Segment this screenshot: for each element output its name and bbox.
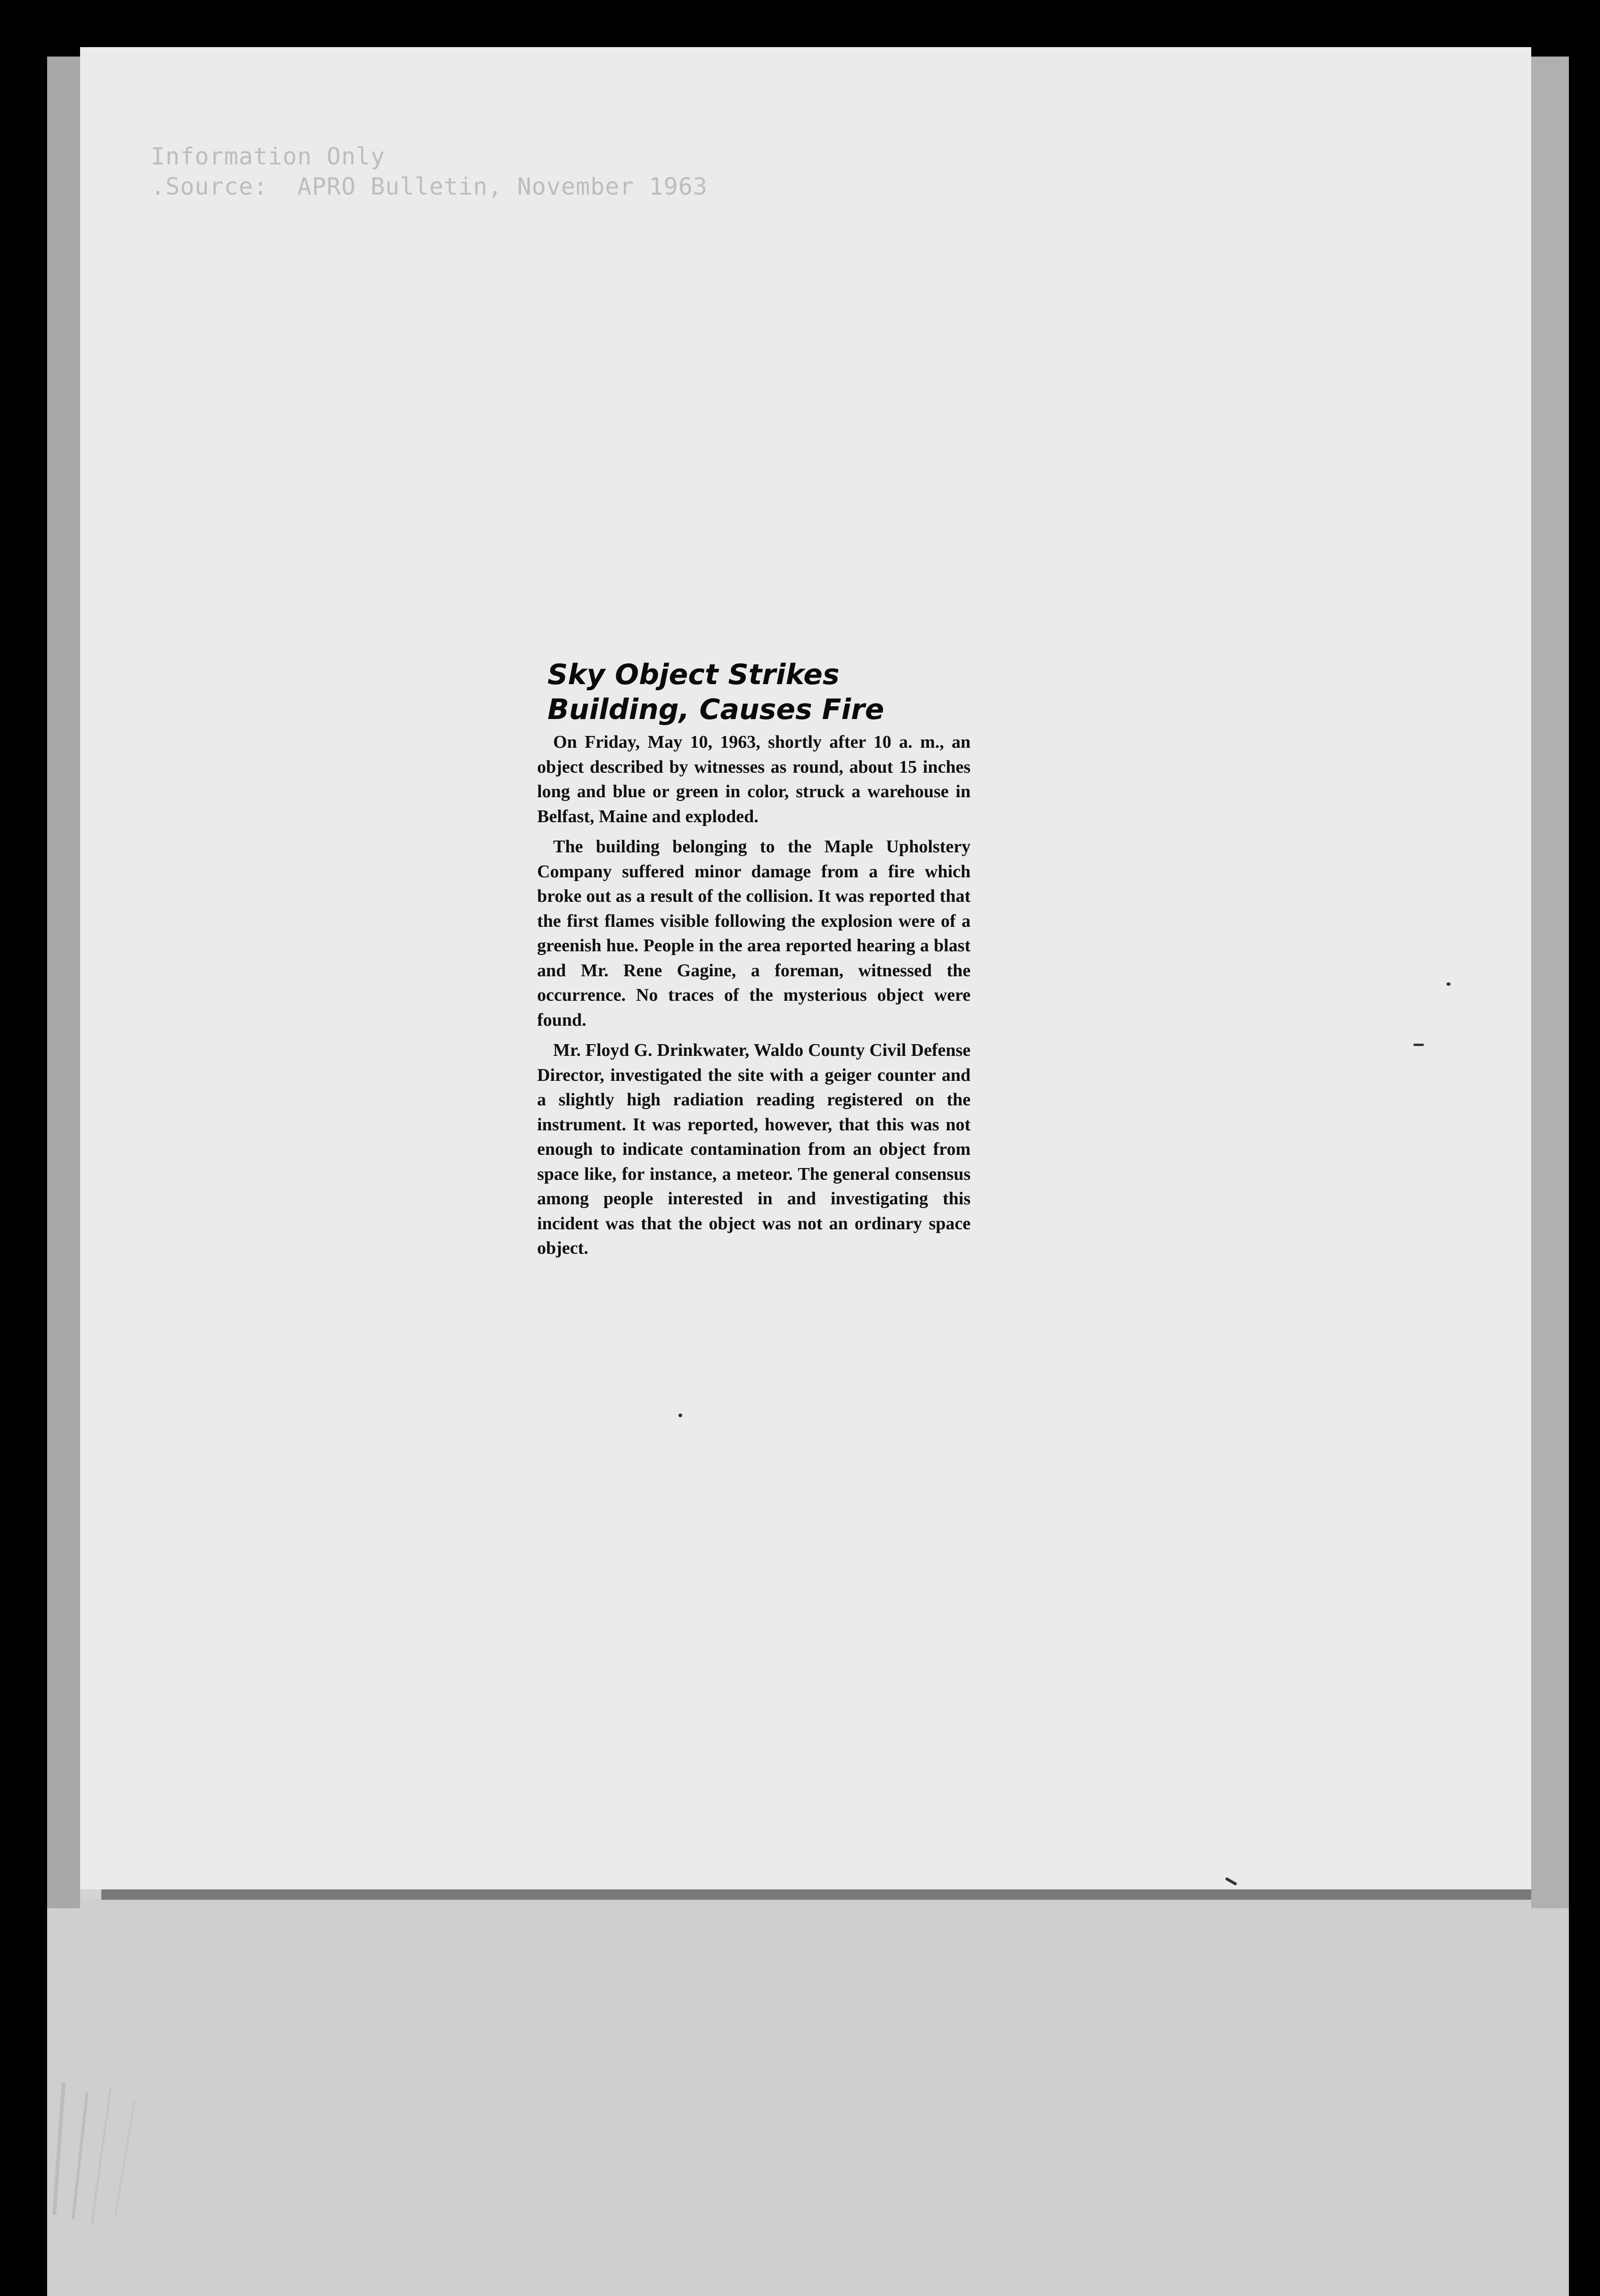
film-speck [1413, 1044, 1424, 1046]
article-headline [547, 657, 971, 727]
backing-edge-right [1531, 57, 1569, 1908]
sheet-bottom-edge [101, 1889, 1531, 1900]
film-scratch-marks [45, 2073, 167, 2229]
article-paragraph-2: The building belonging to the Maple Upholstery Company suffered minor damage from a fire which broke out as a result of the collision. It was reported that the first flames visible following the explosion were of a greenish hue. People in the area reported hearing a blast and Mr. Rene Gagine, a foreman, witnessed the occurrence. No traces of the mysterious object were found. [537, 837, 971, 1030]
backing-board-lower [47, 1899, 1569, 2296]
backing-edge-left [47, 57, 80, 1908]
note-line-2: .Source: APRO Bulletin, November 1963 [151, 173, 708, 200]
film-speck [1446, 982, 1451, 986]
film-speck [678, 1414, 682, 1417]
headline-line-2: Building, Causes Fire [547, 693, 884, 726]
article-paragraph-1: On Friday, May 10, 1963, shortly after 10 a. m., an object described by witnesses as round, about 15 inches long and blue or green in color, struck a warehouse in Belfast, Maine and exploded. [537, 732, 971, 826]
newspaper-clipping [537, 657, 971, 1406]
article-paragraph-3: Mr. Floyd G. Drinkwater, Waldo County Civil Defense Director, investigated the site with a geiger counter and a slightly high radiation reading registered on the instrument. It was reported, however, that this was not enough to indicate contamination from an object from space like, for instance, a meteor. The general consensus among people interested in and investigating this incident was that the object was not an ordinary space object. [537, 1040, 971, 1258]
article-body [537, 730, 971, 1261]
note-line-1: Information Only [151, 143, 385, 170]
typed-source-note [151, 141, 708, 202]
headline-line-1: Sky Object Strikes [547, 658, 840, 691]
